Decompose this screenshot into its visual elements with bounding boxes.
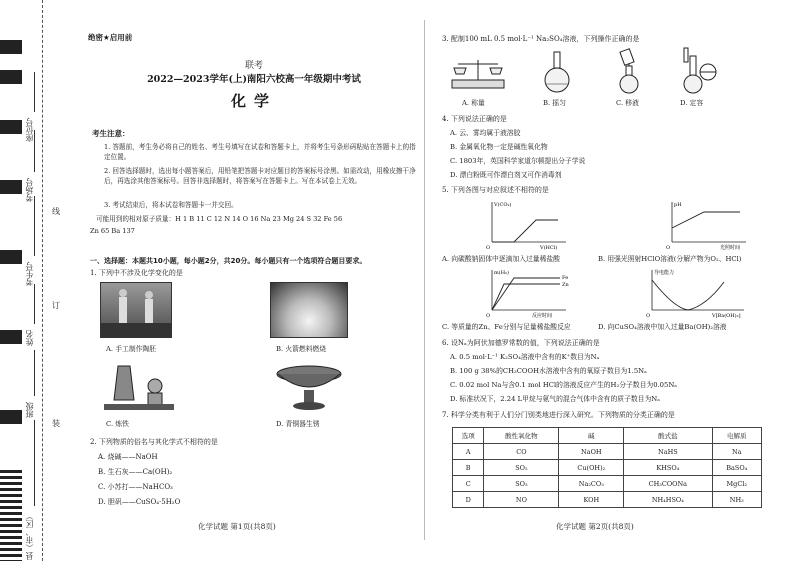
q5-caption-c: C. 等质量的Zn、Fe分别与足量稀盐酸反应 bbox=[442, 323, 571, 331]
field-county[interactable] bbox=[34, 420, 35, 506]
photo-rocket bbox=[270, 282, 348, 338]
q6-option-a: A. 0.5 mol·L⁻¹ K₂SO₄溶液中含有的K⁺数目为Nₐ bbox=[450, 353, 600, 361]
classification-table bbox=[452, 427, 762, 508]
table-header: 选项 bbox=[453, 428, 484, 444]
table-cell: SO₃ bbox=[484, 476, 559, 492]
question-7: 7. 科学分类有利于人们分门别类地进行深入研究。下列物质的分类正确的是 bbox=[442, 411, 675, 419]
plot-b-xlabel: 光照时间 bbox=[720, 245, 741, 250]
question-6: 6. 设Nₐ为阿伏加德罗常数的值，下列说法正确的是 bbox=[442, 339, 600, 347]
footer-left: 化学试题 第1页(共8页) bbox=[198, 522, 276, 531]
plot-b-curve bbox=[672, 212, 740, 228]
strip-block bbox=[0, 70, 22, 84]
q4-option-c: C. 1803年，英国科学家道尔顿提出分子学说 bbox=[450, 157, 586, 165]
field-student-id[interactable] bbox=[34, 196, 35, 256]
field-class[interactable] bbox=[34, 350, 35, 396]
q2-option-c: C. 小苏打——NaHCO₃ bbox=[98, 483, 173, 491]
table-cell: Na bbox=[712, 444, 761, 460]
table-header: 酸式盐 bbox=[624, 428, 712, 444]
table-cell: A bbox=[453, 444, 484, 460]
table-cell: C bbox=[453, 476, 484, 492]
q2-option-b: B. 生石灰——Ca(OH)₂ bbox=[98, 468, 173, 476]
volume-fix-icon bbox=[676, 46, 718, 98]
plot-d bbox=[640, 266, 750, 320]
atomic-mass-line: 可能用到的相对原子质量：H 1 B 11 C 12 N 14 O 16 Na 23 Mg 24 S 32 Fe 56 bbox=[96, 215, 343, 223]
table-row bbox=[453, 492, 762, 508]
table-row bbox=[453, 476, 762, 492]
table-cell: NaOH bbox=[559, 444, 624, 460]
q4-option-b: B. 金属氧化物一定是碱性氧化物 bbox=[450, 143, 548, 151]
mark-bind: 订 bbox=[52, 301, 60, 310]
notice-heading: 考生注意： bbox=[92, 129, 130, 138]
label-county: 县（市、区） bbox=[25, 512, 34, 560]
table-cell: NaHS bbox=[624, 444, 712, 460]
photo-bronze bbox=[270, 360, 348, 414]
q1-option-a: A. 手工制作陶胚 bbox=[106, 345, 157, 353]
table-cell: B bbox=[453, 460, 484, 476]
cut-line bbox=[42, 0, 43, 561]
plot-c-fe-curve bbox=[492, 278, 560, 310]
table-cell: NH₄HSO₄ bbox=[624, 492, 712, 508]
question-4: 4. 下列说法正确的是 bbox=[442, 115, 507, 123]
strip-block bbox=[0, 410, 22, 424]
subject-title: 化学 bbox=[230, 92, 277, 110]
atomic-mass-line: Zn 65 Ba 137 bbox=[90, 227, 135, 235]
label-seat: 座位号 bbox=[25, 118, 34, 142]
table-cell: BaSO₄ bbox=[712, 460, 761, 476]
q3-option-b: B. 摇匀 bbox=[543, 99, 566, 107]
photo-iron-smelting bbox=[100, 360, 178, 414]
field-seat[interactable] bbox=[34, 72, 35, 112]
secret-label: 绝密★启用前 bbox=[88, 33, 133, 42]
field-exam-room[interactable] bbox=[34, 130, 35, 172]
plot-d-xlabel: V[Ba(OH)₂] bbox=[712, 313, 741, 319]
flask-shake-icon bbox=[540, 50, 574, 98]
table-cell: D bbox=[453, 492, 484, 508]
q6-option-b: B. 100 g 38%的CH₃COOH水溶液中含有的氧原子数目为1.5Nₐ bbox=[450, 367, 647, 375]
plot-b bbox=[660, 198, 750, 250]
label-student-id: 考生号 bbox=[25, 262, 34, 286]
q3-option-a: A. 称量 bbox=[462, 99, 485, 107]
binding-strip bbox=[0, 0, 22, 561]
q2-option-d: D. 胆矾——CuSO₄·5H₂O bbox=[98, 498, 181, 506]
exam-title: 2022—2023学年(上)南阳六校高一年级期中考试 bbox=[147, 74, 361, 85]
photo-pottery bbox=[100, 282, 172, 338]
plot-c-ylabel: m(H₂) bbox=[494, 270, 510, 276]
q1-option-d: D. 青铜器生锈 bbox=[276, 420, 320, 428]
mark-pack: 装 bbox=[52, 419, 60, 428]
q4-option-a: A. 云、雾均属于液溶胶 bbox=[450, 129, 521, 137]
plot-c-xlabel: 反应时间 bbox=[532, 313, 553, 319]
plot-a-ylabel: V(CO₂) bbox=[494, 202, 512, 208]
plot-b-origin: O bbox=[666, 245, 671, 250]
table-cell: CO bbox=[484, 444, 559, 460]
plot-a bbox=[480, 198, 570, 250]
table-header-row bbox=[453, 428, 762, 444]
strip-block bbox=[0, 330, 22, 344]
plot-c-legend-fe: Fe bbox=[562, 275, 569, 281]
table-cell: NH₃ bbox=[712, 492, 761, 508]
label-exam-room: 考场号 bbox=[25, 178, 34, 202]
table-header: 电解质 bbox=[712, 428, 761, 444]
table-cell: SO₂ bbox=[484, 460, 559, 476]
table-cell: KOH bbox=[559, 492, 624, 508]
q6-option-c: C. 0.02 mol Na与含0.1 mol HCl的溶液反应产生的H₂分子数目为0.05Nₐ bbox=[450, 381, 677, 389]
q1-option-b: B. 火箭燃料燃烧 bbox=[276, 345, 327, 353]
q3-option-c: C. 移液 bbox=[616, 99, 639, 107]
q5-caption-d: D. 向CuSO₄溶液中加入过量Ba(OH)₂溶液 bbox=[598, 323, 727, 331]
q1-option-c: C. 炼铁 bbox=[106, 420, 129, 428]
table-cell: MgCl₂ bbox=[712, 476, 761, 492]
plot-d-ylabel: 导电能力 bbox=[654, 270, 675, 276]
notice-item: 3. 考试结束后，将本试卷和答题卡一并交回。 bbox=[104, 201, 238, 209]
plot-a-curve bbox=[492, 220, 558, 242]
strip-block bbox=[0, 180, 22, 194]
plot-b-ylabel: pH bbox=[674, 202, 682, 208]
notice-item: 2. 回答选择题时，选出每小题答案后，用铅笔把答题卡对应题目的答案标号涂黑。如需改动，用橡皮擦干净后，再选涂其他答案标号。回答非选择题时，将答案写在答题卡上。写在本试卷上无效。 bbox=[104, 167, 416, 185]
field-name[interactable] bbox=[34, 284, 35, 324]
strip-block bbox=[0, 40, 22, 54]
plot-d-curve bbox=[652, 280, 724, 310]
q5-caption-a: A. 向碳酸钠固体中逐滴加入过量稀盐酸 bbox=[442, 255, 560, 263]
table-row bbox=[453, 444, 762, 460]
strip-block bbox=[0, 120, 22, 134]
plot-a-xlabel: V(HCl) bbox=[540, 245, 558, 250]
label-name: 姓名 bbox=[25, 330, 34, 346]
plot-c-legend-zn: Zn bbox=[562, 282, 569, 288]
question-2: 2. 下列物质的俗名与其化学式不相符的是 bbox=[90, 438, 218, 446]
label-class: 班级 bbox=[25, 402, 34, 418]
notice-item: 1. 答题前，考生务必将自己的姓名、考生号填写在试卷和答题卡上，并将考生号条形码粘贴在答题卡上的指定位置。 bbox=[104, 143, 416, 161]
question-1: 1. 下列中不涉及化学变化的是 bbox=[90, 269, 183, 277]
question-3: 3. 配制100 mL 0.5 mol·L⁻¹ Na₂SO₄溶液，下列操作正确的是 bbox=[442, 35, 640, 43]
q3-option-d: D. 定容 bbox=[680, 99, 704, 107]
strip-hatch bbox=[0, 470, 22, 561]
table-cell: KHSO₄ bbox=[624, 460, 712, 476]
q5-caption-b: B. 用强光照射HClO溶液(分解产物为O₂、HCl) bbox=[598, 255, 742, 263]
table-cell: Na₂CO₃ bbox=[559, 476, 624, 492]
section-heading: 一、选择题：本题共10小题，每小题2分，共20分。每小题只有一个选项符合题目要求。 bbox=[90, 257, 367, 265]
plot-c-origin: O bbox=[486, 313, 491, 319]
q6-option-d: D. 标准状况下，2.24 L甲烷与氨气的混合气体中含有的质子数目为Nₐ bbox=[450, 395, 660, 403]
question-5: 5. 下列各图与对应叙述不相符的是 bbox=[442, 186, 549, 194]
plot-a-origin: O bbox=[486, 245, 491, 250]
strip-block bbox=[0, 250, 22, 264]
q2-option-a: A. 烧碱——NaOH bbox=[98, 453, 158, 461]
balance-icon bbox=[448, 50, 508, 98]
table-header: 酸性氧化物 bbox=[484, 428, 559, 444]
q4-option-d: D. 漂白粉既可作漂白剂又可作消毒剂 bbox=[450, 171, 562, 179]
plot-c-zn-curve bbox=[492, 284, 560, 310]
column-divider bbox=[424, 20, 425, 540]
exam-union: 联考 bbox=[244, 61, 263, 71]
plot-c bbox=[480, 266, 570, 320]
table-row bbox=[453, 460, 762, 476]
table-cell: Cu(OH)₂ bbox=[559, 460, 624, 476]
footer-right: 化学试题 第2页(共8页) bbox=[556, 522, 634, 531]
mark-line: 线 bbox=[52, 207, 60, 216]
plot-d-origin: O bbox=[646, 313, 651, 319]
table-cell: CH₃COONa bbox=[624, 476, 712, 492]
transfer-icon bbox=[612, 48, 646, 98]
table-header: 碱 bbox=[559, 428, 624, 444]
table-cell: NO bbox=[484, 492, 559, 508]
